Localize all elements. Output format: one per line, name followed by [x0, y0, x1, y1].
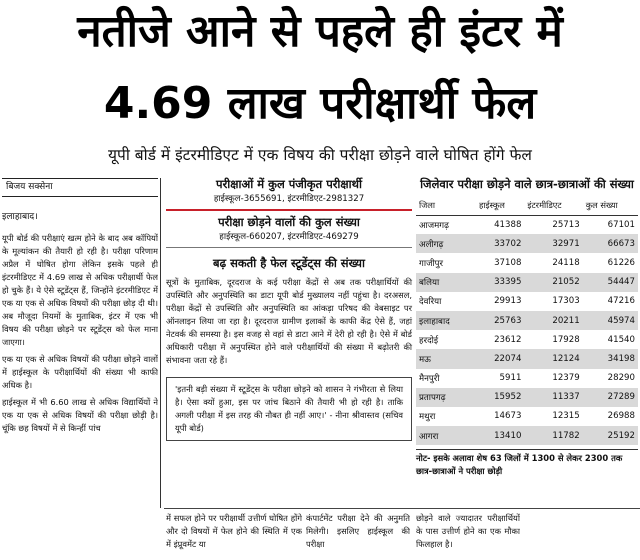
- red-divider: [166, 209, 412, 211]
- cell-highschool: 33395: [476, 273, 524, 292]
- cell-highschool: 25763: [476, 311, 524, 330]
- cell-district: प्रतापगढ़: [416, 388, 476, 407]
- cell-district: अलीगढ़: [416, 234, 476, 253]
- cell-total: 47216: [607, 296, 635, 307]
- cell-intermediate: 21052: [524, 273, 582, 292]
- table-row: [416, 273, 638, 292]
- cell-highschool: 23612: [494, 334, 522, 345]
- section-heading: बढ़ सकती है फेल स्टूडेंट्स की संख्या: [213, 256, 365, 270]
- cell-highschool: 41388: [494, 219, 522, 230]
- cell-total: 41540: [607, 334, 635, 345]
- table-row: [416, 253, 638, 272]
- bottom-column-1: में सफल होने पर परीक्षार्थी उत्तीर्ण घोषित होंगे और दो विषयों में फेल होने की स्थिति में एक में इंप्रूवमेंट या: [166, 513, 302, 549]
- bottom-divider: [164, 508, 640, 509]
- left-paragraph-3: हाईस्कूल में भी 6.60 लाख से अधिक विद्यार्थियों ने एक या एक से अधिक विषयों की परीक्षा छोड़ी है। चूंकि छह विषयों में से किन्हीं पांच: [2, 397, 158, 433]
- cell-highschool: 29913: [494, 296, 522, 307]
- cell-district: देवरिया: [419, 297, 442, 308]
- cell-highschool: 22074: [476, 349, 524, 368]
- header-highschool: हाईस्कूल: [476, 197, 524, 215]
- bottom-column-2: कंपार्टमेंट परीक्षा देने की अनुमति मिलेगी। इसलिए हाईस्कूल की परीक्षा: [306, 513, 410, 549]
- cell-highschool: 13410: [476, 426, 524, 445]
- cell-district: मऊ: [416, 349, 476, 368]
- table-row: [416, 369, 638, 388]
- table-row: [416, 349, 638, 368]
- header-district: जिला: [416, 197, 476, 215]
- registered-title: परीक्षाओं में कुल पंजीकृत परीक्षार्थी: [216, 177, 362, 191]
- middle-body: सूत्रों के मुताबिक, दूरदराज के कई परीक्षा केंद्रों से अब तक परीक्षार्थियों की उपस्थिति और अनुपस्थिति का डाटा यूपी बोर्ड मुख्यालय नहीं पहुंचा है। दरअसल, परीक्षा केंद्रों से उपस्थिति और अनुपस्थिति का आंकड़ा परिषद की वेबसाइट पर ऑनलाइन लिया जा रहा है। दूरदराज ग्रामीण इलाकों के काफी केंद्र ऐसे हैं, जहां नेटवर्क की समस्या है। इस वजह से वहां से डाटा आने में देरी हो रही है। ऐसे में बोर्ड अधिकारी परीक्षा में अनुपस्थित होने वाले परीक्षार्थियों की संख्या में बढ़ोतरी की संभावना जता रहे हैं।: [166, 277, 412, 365]
- district-table-panel: [416, 176, 638, 478]
- left-paragraph-2: एक या एक से अधिक विषयों की परीक्षा छोड़ने वालों में हाईस्कूल के परीक्षार्थियों की संख्या भी काफी अधिक है।: [2, 354, 158, 390]
- cell-district: मैनपुरी: [419, 374, 440, 385]
- cell-intermediate: 20211: [524, 311, 582, 330]
- cell-district: आगरा: [416, 426, 476, 445]
- left-column: [2, 178, 158, 560]
- cell-total: 66673: [583, 234, 638, 253]
- table-note: नोट- इसके अलावा शेष 63 जिलों में 1300 से लेकर 2300 तक छात्र-छात्राओं ने परीक्षा छोड़ी: [416, 449, 638, 478]
- headline-line-1: नतीजे आने से पहले ही इंटर में: [77, 6, 563, 57]
- column-divider: [160, 178, 161, 508]
- table-row: [416, 215, 638, 234]
- cell-district: मथुरा: [419, 412, 436, 423]
- cell-intermediate: 32971: [524, 234, 582, 253]
- district-table-title: जिलेवार परीक्षा छोड़ने वाले छात्र-छात्राओं की संख्या: [420, 177, 634, 191]
- cell-intermediate: 25713: [552, 219, 580, 230]
- cell-total: 27289: [583, 388, 638, 407]
- cell-highschool: 15952: [476, 388, 524, 407]
- district-table-body: [416, 215, 638, 445]
- cell-district: आजमगढ़: [419, 220, 449, 231]
- cell-district: गाजीपुर: [419, 258, 444, 269]
- table-row: [416, 292, 638, 311]
- left-paragraph-1: यूपी बोर्ड की परीक्षाएं खत्म होने के बाद अब कॉपियों के मूल्यांकन की तैयारी हो रही है। परीक्षा परिणाम अप्रैल में घोषित होगा लेकिन इसके पहले ही इंटरमीडिएट में 4.69 लाख से अधिक परीक्षार्थी फेल हो चुके हैं। ये ऐसे स्टूडेंट्स हैं, जिन्होंने इंटरमीडिएट में एक या एक से अधिक विषयों की परीक्षा छोड़ दी थी। अब मौजूदा नियमों के मुताबिक, इंटर में एक भी विषय की परीक्षा छोड़ने पर स्टूडेंट्स को फेल माना जाएगा।: [2, 233, 158, 347]
- byline: बिजय सक्सेना: [2, 178, 158, 197]
- absent-title: परीक्षा छोड़ने वालों की कुल संख्या: [218, 215, 360, 229]
- cell-total: 34198: [583, 349, 638, 368]
- table-row: [416, 407, 638, 426]
- bottom-column-3: छोड़ने वाले ज्यादातर परीक्षार्थियों के पास उत्तीर्ण होने का एक मौका फिलहाल है।: [416, 513, 520, 549]
- quote-box: 'इतनी बड़ी संख्या में स्टूडेंट्स के परीक्षा छोड़ने को शासन ने गंभीरता से लिया है। ऐसा क्यों हुआ, इस पर जांच बिठाने की तैयारी भी हो रही है। ताकि अगली परीक्षा में इस तरह की नौबत ही नहीं आए।' - नीना श्रीवास्तव (सचिव यूपी बोर्ड): [166, 377, 412, 441]
- table-header-row: [416, 197, 638, 215]
- cell-intermediate: 12315: [552, 411, 580, 422]
- thin-divider: [166, 247, 412, 248]
- cell-intermediate: 24118: [552, 257, 580, 268]
- dateline: इलाहाबाद।: [2, 212, 38, 222]
- registered-stats: हाईस्कूल-3655691, इंटरमीडिएट-2981327: [213, 194, 365, 204]
- district-table: [416, 197, 638, 445]
- cell-intermediate: 12124: [524, 349, 582, 368]
- table-row: [416, 330, 638, 349]
- cell-total: 28290: [607, 373, 635, 384]
- cell-total: 26988: [607, 411, 635, 422]
- header-total: कुल संख्या: [583, 197, 638, 215]
- cell-total: 54447: [583, 273, 638, 292]
- cell-intermediate: 17303: [552, 296, 580, 307]
- table-row: [416, 426, 638, 445]
- header-intermediate: इंटरमीडिएट: [524, 197, 582, 215]
- cell-highschool: 37108: [494, 257, 522, 268]
- cell-total: 61226: [607, 257, 635, 268]
- middle-column: [166, 176, 412, 441]
- cell-district: हरदोई: [419, 335, 439, 346]
- absent-stats: हाईस्कूल-660207, इंटरमीडिएट-469279: [219, 232, 359, 242]
- cell-district: इलाहाबाद: [416, 311, 476, 330]
- cell-highschool: 14673: [494, 411, 522, 422]
- table-row: [416, 311, 638, 330]
- cell-total: 67101: [607, 219, 635, 230]
- table-row: [416, 234, 638, 253]
- headline-line-2: 4.69 लाख परीक्षार्थी फेल: [103, 78, 537, 129]
- cell-highschool: 5911: [499, 373, 522, 384]
- subheadline: यूपी बोर्ड में इंटरमीडिएट में एक विषय की परीक्षा छोड़ने वाले घोषित होंगे फेल: [108, 146, 532, 164]
- cell-total: 25192: [583, 426, 638, 445]
- table-row: [416, 388, 638, 407]
- cell-intermediate: 17928: [552, 334, 580, 345]
- cell-highschool: 33702: [476, 234, 524, 253]
- cell-total: 45974: [583, 311, 638, 330]
- cell-district: बलिया: [416, 273, 476, 292]
- cell-intermediate: 11782: [524, 426, 582, 445]
- cell-intermediate: 12379: [552, 373, 580, 384]
- cell-intermediate: 11337: [524, 388, 582, 407]
